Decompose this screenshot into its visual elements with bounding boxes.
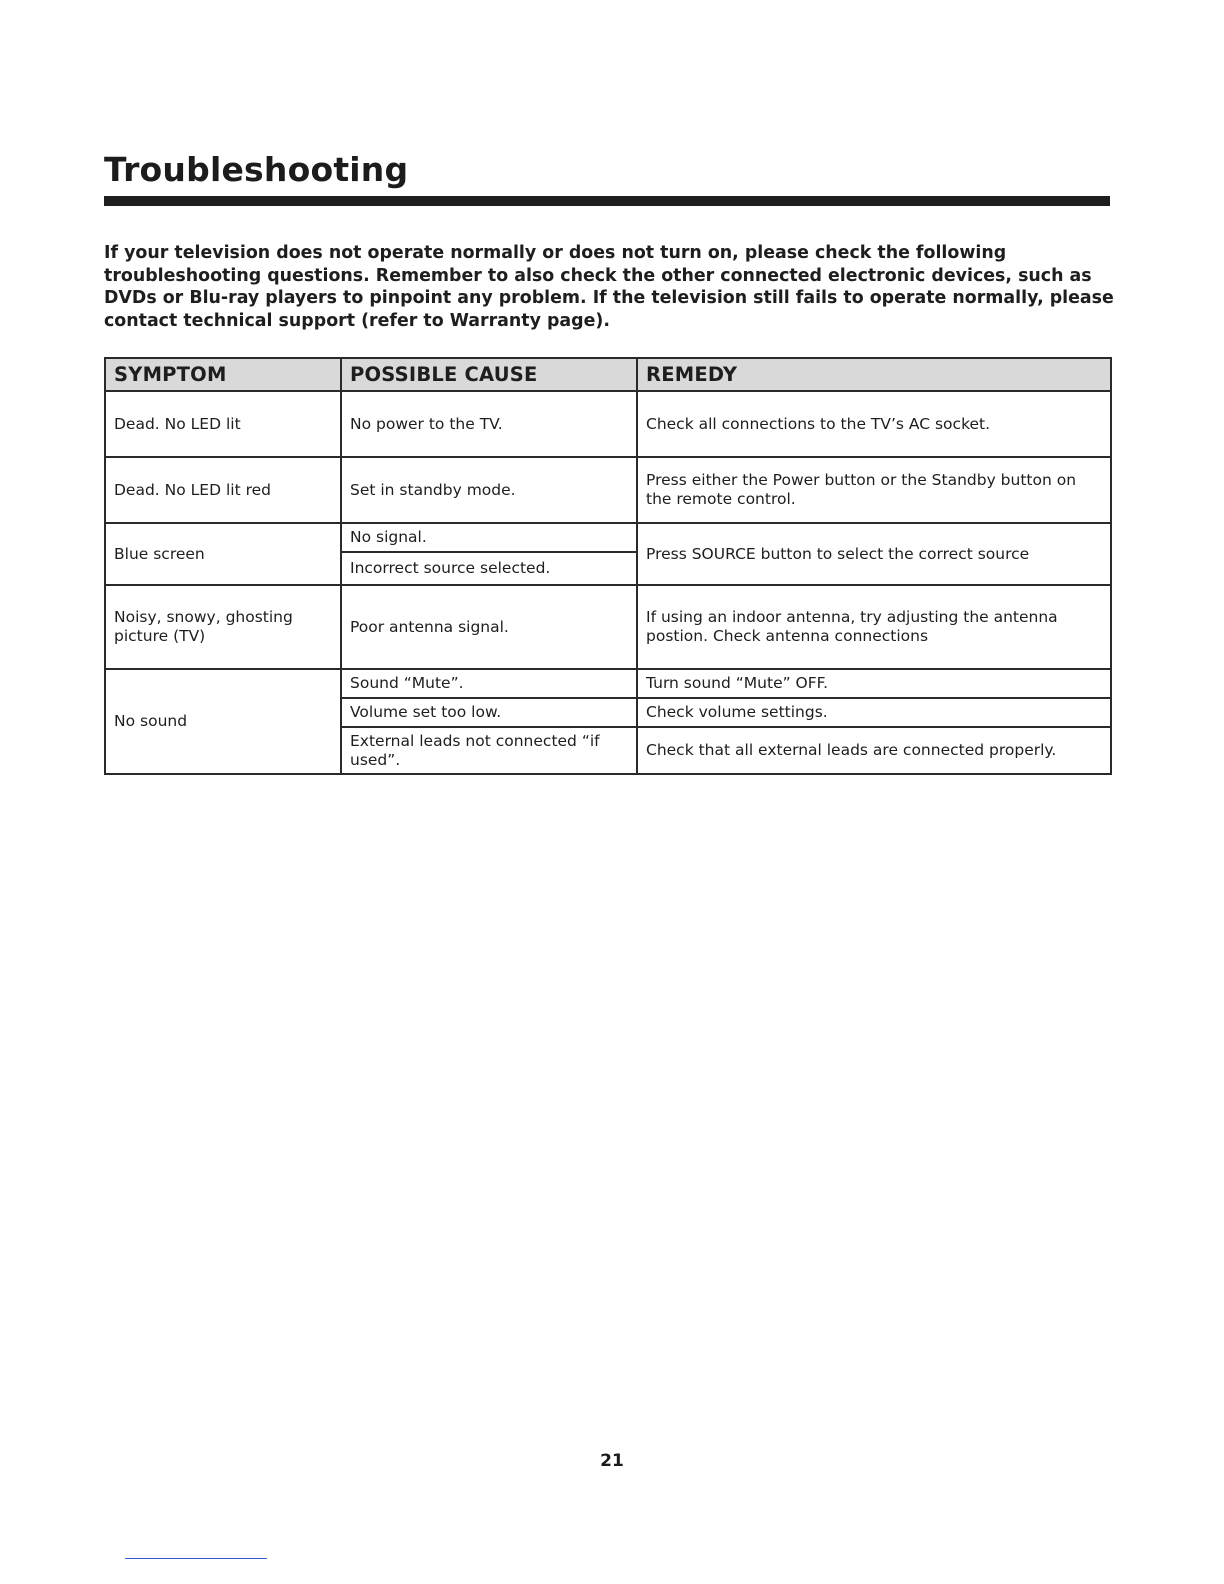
cause-cell: Volume set too low. — [341, 698, 637, 727]
header-symptom: SYMPTOM — [105, 358, 341, 391]
table-row — [105, 523, 1111, 552]
remedy-cell: Check that all external leads are connected properly. — [637, 727, 1111, 774]
cause-cell: Poor antenna signal. — [341, 585, 637, 669]
table-row — [105, 669, 1111, 698]
table-row — [105, 457, 1111, 523]
intro-paragraph: If your television does not operate normally or does not turn on, please check the following troubleshooting questions. Remember to also check the other connected electronic devices, such as DVDs or Blu-ray players to pinpoint any problem. If the television still fails to operate normally, please contact technical support (refer to Warranty page). — [104, 243, 1114, 331]
cause-cell: No signal. — [341, 523, 637, 552]
cause-cell: Incorrect source selected. — [341, 552, 637, 585]
header-possible-cause: POSSIBLE CAUSE — [341, 358, 637, 391]
table-header-row — [105, 358, 1111, 391]
symptom-cell: Blue screen — [105, 523, 341, 585]
cause-cell: No power to the TV. — [341, 391, 637, 457]
page-title: Troubleshooting — [104, 150, 409, 189]
remedy-cell: Press SOURCE button to select the correct source — [637, 523, 1111, 585]
cause-cell: External leads not connected “if used”. — [341, 727, 637, 774]
header-remedy: REMEDY — [637, 358, 1111, 391]
symptom-cell: Dead. No LED lit — [105, 391, 341, 457]
table-row — [105, 585, 1111, 669]
footer-underline — [125, 1558, 267, 1559]
cause-cell: Sound “Mute”. — [341, 669, 637, 698]
page-number: 21 — [600, 1451, 624, 1471]
symptom-cell: Dead. No LED lit red — [105, 457, 341, 523]
remedy-cell: If using an indoor antenna, try adjusting the antenna postion. Check antenna connections — [637, 585, 1111, 669]
remedy-cell: Press either the Power button or the Standby button on the remote control. — [637, 457, 1111, 523]
symptom-cell: Noisy, snowy, ghosting picture (TV) — [105, 585, 341, 669]
symptom-cell: No sound — [105, 669, 341, 774]
troubleshooting-table — [104, 357, 1112, 775]
remedy-cell: Check all connections to the TV’s AC socket. — [637, 391, 1111, 457]
title-divider — [104, 196, 1110, 206]
remedy-cell: Turn sound “Mute” OFF. — [637, 669, 1111, 698]
table-row — [105, 391, 1111, 457]
remedy-cell: Check volume settings. — [637, 698, 1111, 727]
cause-cell: Set in standby mode. — [341, 457, 637, 523]
